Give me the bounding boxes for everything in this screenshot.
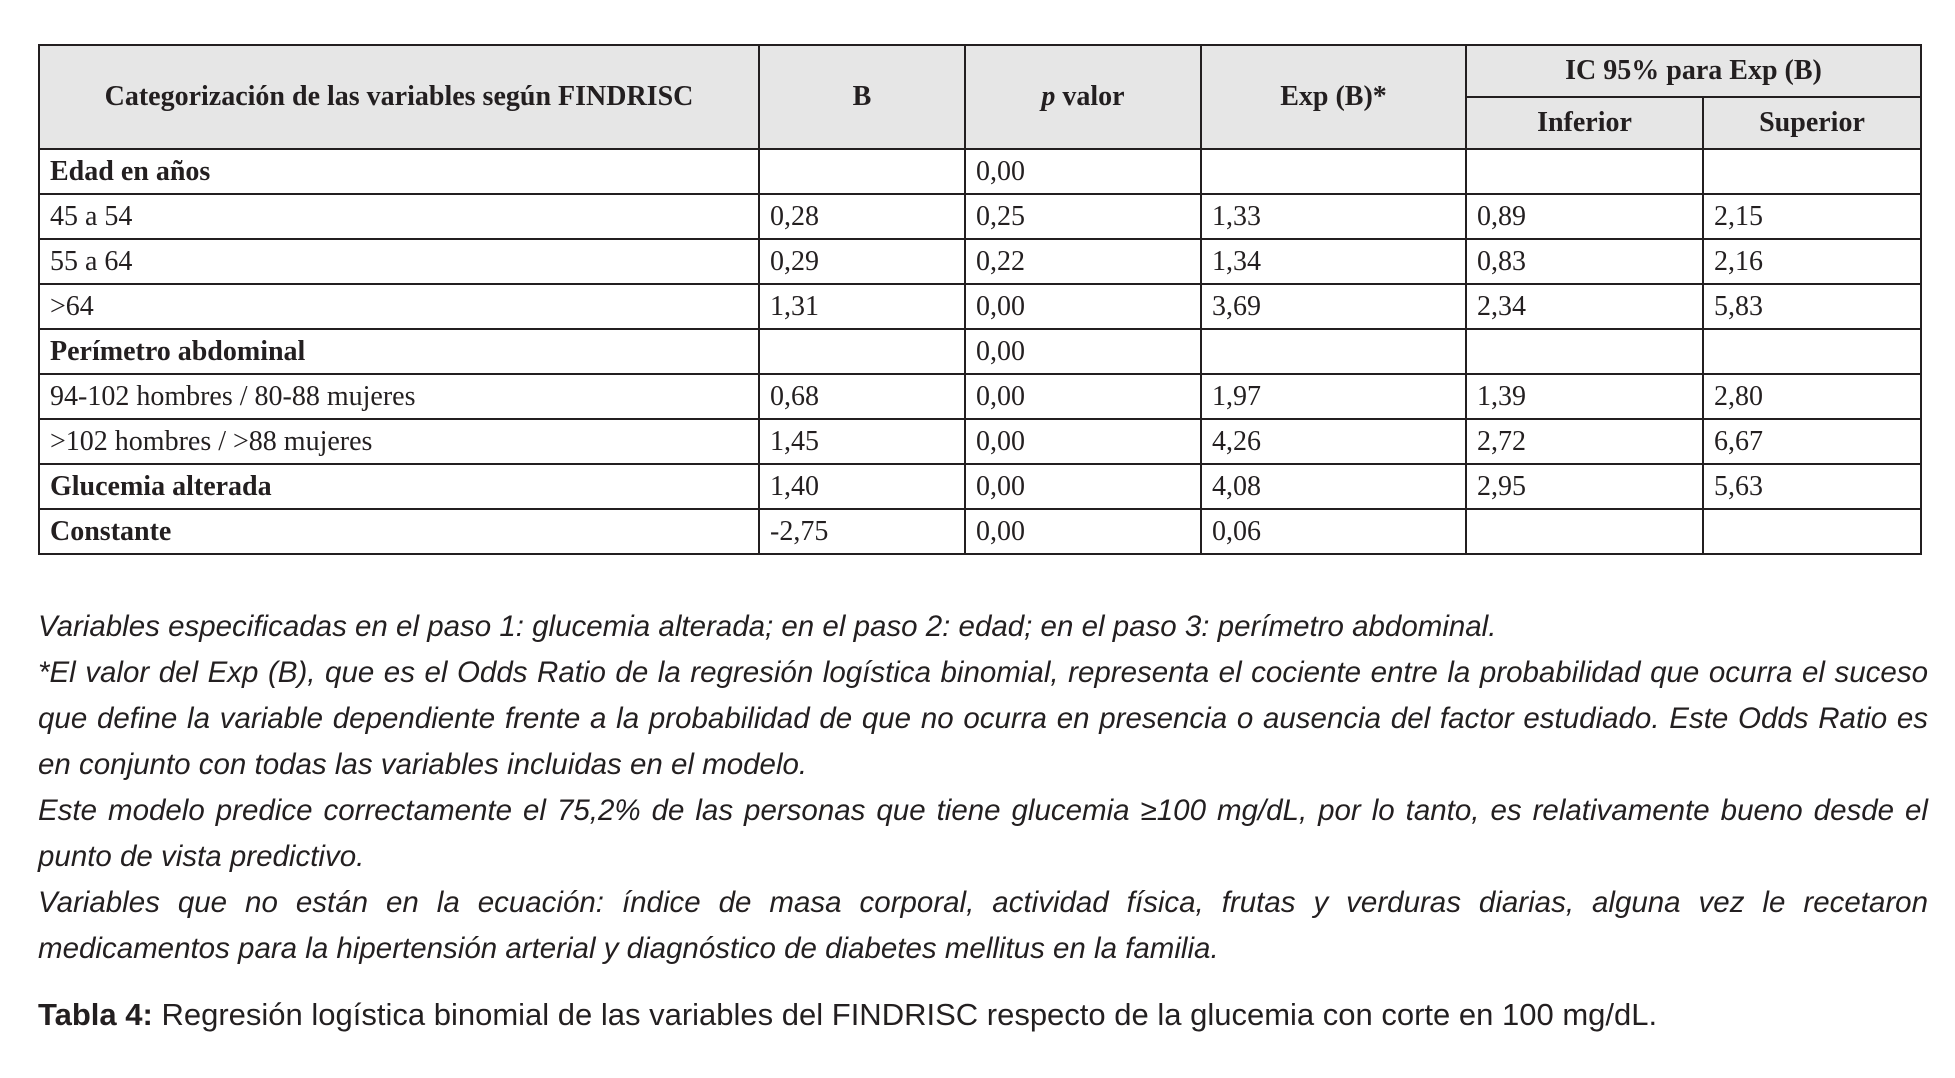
row-label: >102 hombres / >88 mujeres	[39, 419, 759, 464]
row-label: 94-102 hombres / 80-88 mujeres	[39, 374, 759, 419]
header-p-valor	[965, 45, 1201, 149]
note-variables-steps: Variables especificadas en el paso 1: glucemia alterada; en el paso 2: edad; en el paso 3: perímetro abdominal.	[38, 610, 1497, 643]
cell-b: 0,29	[759, 239, 965, 284]
cell-b: -2,75	[759, 509, 965, 554]
cell-inferior: 0,89	[1466, 194, 1703, 239]
cell-inferior: 1,39	[1466, 374, 1703, 419]
table-caption	[38, 995, 1928, 1035]
note-odds-ratio: *El valor del Exp (B), que es el Odds Ratio de la regresión logística binomial, representa el cociente entre la probabilidad que ocurra el suceso que define la variable dependiente frente a la probabilidad de que no ocurra en presencia o ausencia del factor estudiado. Este Odds Ratio es en conjunto con todas las variables incluidas en el modelo.	[38, 656, 1928, 781]
header-superior: Superior	[1703, 97, 1921, 149]
table-row	[39, 329, 1921, 374]
cell-p-valor: 0,00	[965, 149, 1201, 194]
row-label: >64	[39, 284, 759, 329]
row-label: Glucemia alterada	[39, 464, 759, 509]
cell-exp-b: 4,08	[1201, 464, 1466, 509]
cell-p-valor: 0,00	[965, 464, 1201, 509]
caption-text: Regresión logística binomial de las variables del FINDRISC respecto de la glucemia con corte en 100 mg/dL.	[152, 997, 1658, 1032]
cell-superior: 2,80	[1703, 374, 1921, 419]
cell-inferior	[1466, 149, 1703, 194]
table-row	[39, 239, 1921, 284]
regression-table	[38, 44, 1922, 555]
note-excluded-variables: Variables que no están en la ecuación: índice de masa corporal, actividad física, frutas y verduras diarias, alguna vez le recetaron medicamentos para la hipertensión arterial y diagnóstico de diabetes mellitus en la familia.	[38, 886, 1928, 965]
cell-b	[759, 149, 965, 194]
cell-p-valor: 0,00	[965, 374, 1201, 419]
row-label: Edad en años	[39, 149, 759, 194]
caption-label: Tabla 4:	[38, 997, 153, 1032]
cell-b	[759, 329, 965, 374]
cell-exp-b: 4,26	[1201, 419, 1466, 464]
cell-inferior: 0,83	[1466, 239, 1703, 284]
cell-p-valor: 0,22	[965, 239, 1201, 284]
table-row	[39, 374, 1921, 419]
cell-superior: 6,67	[1703, 419, 1921, 464]
cell-inferior	[1466, 509, 1703, 554]
cell-superior: 2,15	[1703, 194, 1921, 239]
table-row	[39, 284, 1921, 329]
cell-exp-b: 1,33	[1201, 194, 1466, 239]
cell-p-valor: 0,00	[965, 419, 1201, 464]
row-label: 45 a 54	[39, 194, 759, 239]
cell-superior	[1703, 329, 1921, 374]
cell-inferior: 2,34	[1466, 284, 1703, 329]
header-ic-95: IC 95% para Exp (B)	[1466, 45, 1921, 97]
cell-p-valor: 0,00	[965, 284, 1201, 329]
cell-b: 1,31	[759, 284, 965, 329]
header-exp-b: Exp (B)*	[1201, 45, 1466, 149]
cell-superior: 5,83	[1703, 284, 1921, 329]
cell-b: 1,45	[759, 419, 965, 464]
table-notes	[38, 604, 1928, 972]
table-row	[39, 149, 1921, 194]
cell-exp-b: 1,34	[1201, 239, 1466, 284]
cell-inferior: 2,72	[1466, 419, 1703, 464]
row-label: Perímetro abdominal	[39, 329, 759, 374]
cell-b: 0,68	[759, 374, 965, 419]
note-model-prediction: Este modelo predice correctamente el 75,2% de las personas que tiene glucemia ≥100 mg/dL, por lo tanto, es relativamente bueno desde el punto de vista predictivo.	[38, 794, 1928, 873]
cell-exp-b: 0,06	[1201, 509, 1466, 554]
header-categorization: Categorización de las variables según FINDRISC	[39, 45, 759, 149]
cell-inferior: 2,95	[1466, 464, 1703, 509]
cell-p-valor: 0,00	[965, 329, 1201, 374]
cell-exp-b	[1201, 329, 1466, 374]
header-valor: valor	[1055, 81, 1125, 112]
cell-exp-b	[1201, 149, 1466, 194]
cell-superior: 2,16	[1703, 239, 1921, 284]
cell-superior	[1703, 149, 1921, 194]
cell-superior: 5,63	[1703, 464, 1921, 509]
cell-exp-b: 3,69	[1201, 284, 1466, 329]
cell-superior	[1703, 509, 1921, 554]
cell-b: 1,40	[759, 464, 965, 509]
cell-b: 0,28	[759, 194, 965, 239]
cell-p-valor: 0,00	[965, 509, 1201, 554]
cell-p-valor: 0,25	[965, 194, 1201, 239]
table-row	[39, 464, 1921, 509]
cell-inferior	[1466, 329, 1703, 374]
row-label: Constante	[39, 509, 759, 554]
row-label: 55 a 64	[39, 239, 759, 284]
table-row	[39, 194, 1921, 239]
table-row	[39, 419, 1921, 464]
header-b: B	[759, 45, 965, 149]
cell-exp-b: 1,97	[1201, 374, 1466, 419]
header-inferior: Inferior	[1466, 97, 1703, 149]
table-row	[39, 509, 1921, 554]
header-p-italic: p	[1041, 81, 1056, 112]
